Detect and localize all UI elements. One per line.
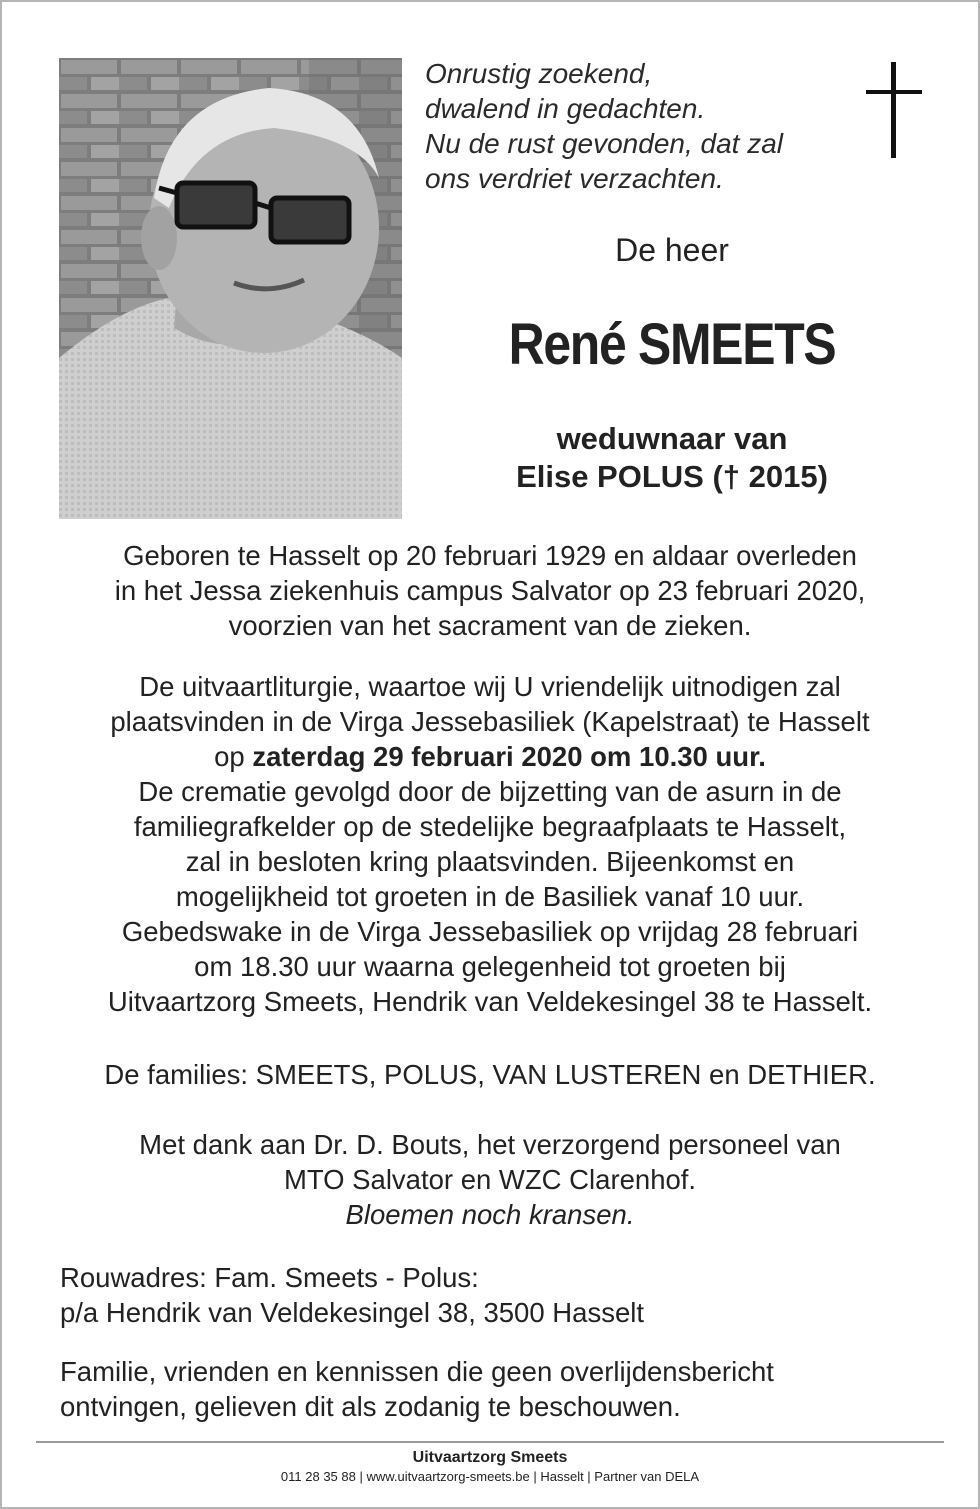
poem-line: Onrustig zoekend, [425,58,653,89]
text-line: Met dank aan Dr. D. Bouts, het verzorgend personeel van [139,1129,841,1160]
salutation: De heer [615,232,729,268]
notice-block [60,1354,940,1424]
poem-line: dwalend in gedachten. [425,93,706,124]
thanks-paragraph [40,1127,940,1232]
text-line: mogelijkheid tot groeten in de Basiliek vanaf 10 uur. [175,881,805,912]
birth-death-paragraph [40,538,940,643]
poem [425,56,855,196]
deceased-name: René SMEETS [508,312,836,377]
families-line [40,1057,940,1092]
footer-company: Uitvaartzorg Smeets [412,1449,568,1466]
address-line: p/a Hendrik van Veldekesingel 38, 3500 Hasselt [60,1297,644,1328]
text-line: Geboren te Hasselt op 20 februari 1929 en aldaar overleden [123,540,857,571]
address-block [60,1260,940,1330]
footer-divider [36,1441,944,1443]
notice-line: ontvingen, gelieven dit als zodanig te beschouwen. [60,1391,681,1422]
portrait-photo [59,58,402,519]
text-line: zal in besloten kring plaatsvinden. Bijeenkomst en [185,846,795,877]
text-line [40,1197,940,1232]
text-line: MTO Salvator en WZC Clarenhof. [283,1164,697,1195]
cross-icon [866,62,922,158]
notice-line: Familie, vrienden en kennissen die geen overlijdensbericht [60,1356,774,1387]
text-line: familiegrafkelder op de stedelijke begraafplaats te Hasselt, [133,811,847,842]
text-line: om 18.30 uur waarna gelegenheid tot groeten bij [194,951,786,982]
text-line: voorzien van het sacrament van de zieken. [228,610,752,641]
text-line: De crematie gevolgd door de bijzetting van de asurn in de [138,776,842,807]
spouse-label: weduwnaar van [556,421,788,456]
text-line: De families: SMEETS, POLUS, VAN LUSTEREN en DETHIER. [104,1059,876,1090]
funeral-paragraph [40,669,940,1019]
text-line: Uitvaartzorg Smeets, Hendrik van Veldekesingel 38 te Hasselt. [107,986,873,1017]
text-line [40,739,940,774]
text-line: Gebedswake in de Virga Jessebasiliek op vrijdag 28 februari [121,916,859,947]
text-line: in het Jessa ziekenhuis campus Salvator op 23 februari 2020, [114,575,866,606]
flowers-note: Bloemen noch kransen. [345,1199,635,1230]
funeral-date: zaterdag 29 februari 2020 om 10.30 uur. [252,741,766,772]
date-prefix: op [214,741,253,772]
spouse-name: Elise POLUS († 2015) [516,459,828,494]
text-line: De uitvaartliturgie, waartoe wij U vriendelijk uitnodigen zal [139,671,841,702]
address-line: Rouwadres: Fam. Smeets - Polus: [60,1262,479,1293]
poem-line: Nu de rust gevonden, dat zal [425,128,784,159]
poem-line: ons verdriet verzachten. [425,163,724,194]
text-line: plaatsvinden in de Virga Jessebasiliek (Kapelstraat) te Hasselt [110,706,870,737]
footer-contact: 011 28 35 88 | www.uitvaartzorg-smeets.be | Hasselt | Partner van DELA [280,1469,700,1484]
spouse-block [452,420,892,496]
